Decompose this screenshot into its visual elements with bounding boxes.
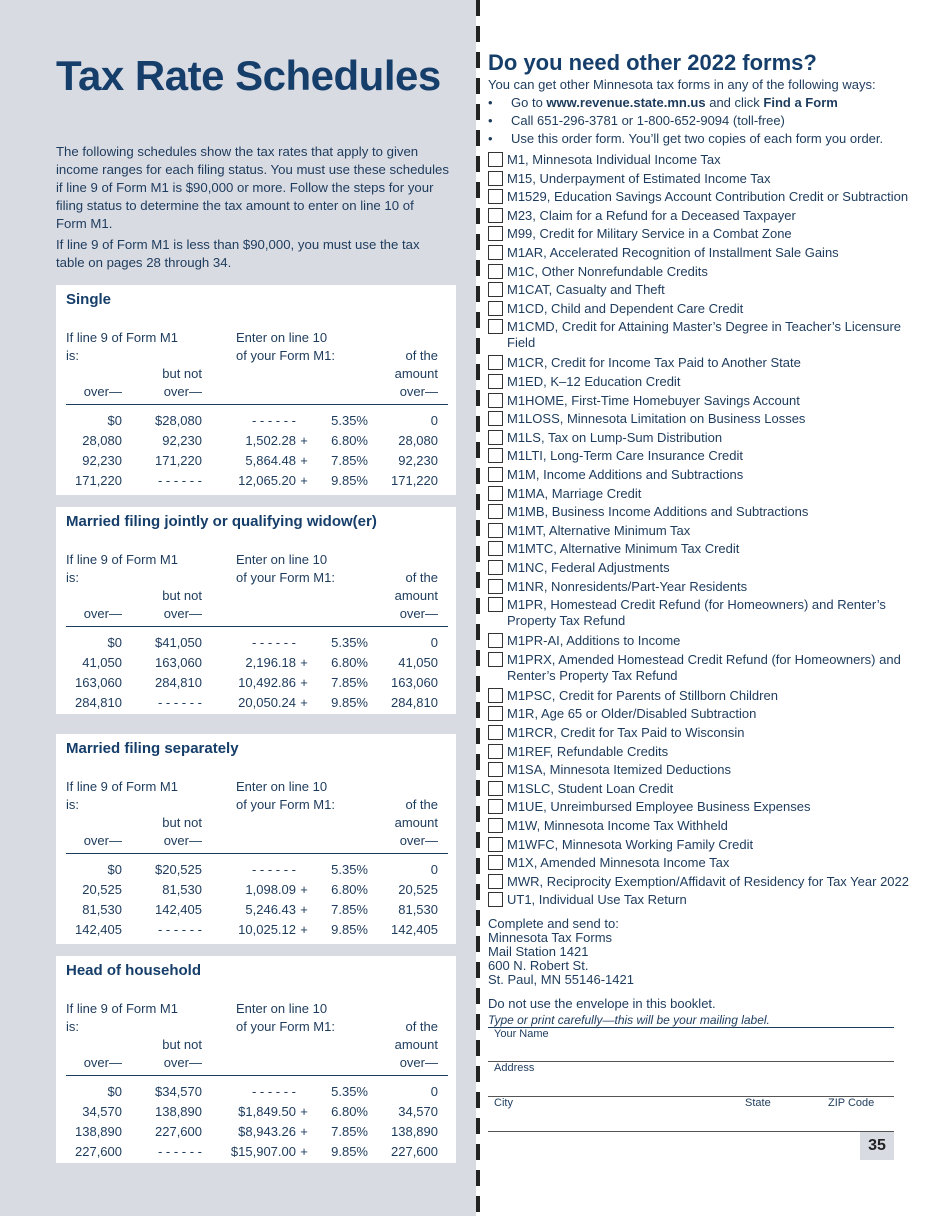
table-cell: +	[300, 1104, 308, 1119]
table-cell: 92,230	[162, 433, 202, 448]
form-label: M1W, Minnesota Income Tax Withheld	[507, 818, 728, 833]
table-cell: 41,050	[82, 655, 122, 670]
table-cell: 0	[430, 862, 438, 877]
address-line: Complete and send to:	[488, 916, 619, 931]
table-cell: 5,246.43	[245, 902, 296, 917]
form-checkbox[interactable]	[488, 355, 503, 370]
column-header: is:	[66, 797, 79, 812]
form-label: M1X, Amended Minnesota Income Tax	[507, 855, 730, 871]
table-cell: 5.35%	[331, 413, 368, 428]
column-header: over—	[83, 1055, 122, 1070]
form-checkbox[interactable]	[488, 226, 503, 241]
header-rule	[66, 626, 448, 627]
table-cell: - - - - - -	[251, 862, 296, 877]
table-cell: 28,080	[82, 433, 122, 448]
form-label: M1529, Education Savings Account Contribution Credit or Subtraction	[507, 189, 909, 205]
form-label: M1LS, Tax on Lump-Sum Distribution	[507, 429, 723, 445]
form-checkbox[interactable]	[488, 874, 503, 889]
form-label: M1CD, Child and Dependent Care Credit	[507, 300, 744, 316]
rule	[488, 1027, 894, 1028]
table-cell: $1,849.50	[238, 1104, 296, 1119]
table-cell: 227,600	[155, 1124, 202, 1139]
column-header: is:	[66, 1019, 79, 1034]
table-cell: - - - - - -	[157, 922, 202, 937]
bullet-dot: •	[488, 131, 493, 146]
form-label: M1REF, Refundable Credits	[507, 743, 669, 759]
column-header: of the	[405, 1019, 438, 1034]
address-line: Minnesota Tax Forms	[488, 930, 613, 945]
table-cell: 7.85%	[331, 675, 368, 690]
column-header: If line 9 of Form M1	[66, 552, 178, 567]
table-cell: +	[300, 655, 308, 670]
form-checkbox[interactable]	[488, 523, 503, 538]
column-header: Enter on line 10	[236, 779, 328, 794]
table-cell: 20,525	[398, 882, 438, 897]
table-cell: 5,864.48	[245, 453, 296, 468]
table-cell: +	[300, 902, 308, 917]
table-cell: 12,065.20	[238, 473, 296, 488]
column-header: of your Form M1:	[236, 348, 335, 363]
form-checkbox[interactable]	[488, 430, 503, 445]
table-cell: 7.85%	[331, 1124, 368, 1139]
form-checkbox[interactable]	[488, 152, 503, 167]
form-label: M1LTI, Long-Term Care Insurance Credit	[507, 448, 744, 464]
table-cell: 142,405	[75, 922, 122, 937]
form-label: M1M, Income Additions and Subtractions	[507, 467, 744, 482]
address-line: St. Paul, MN 55146-1421	[488, 972, 634, 987]
column-header: over—	[399, 1055, 438, 1070]
table-cell: +	[300, 433, 308, 448]
form-checkbox[interactable]	[488, 762, 503, 777]
form-label: M1NR, Nonresidents/Part-Year Residents	[507, 578, 748, 594]
table-cell: $41,050	[155, 635, 202, 650]
table-cell: 20,525	[82, 882, 122, 897]
column-header: is:	[66, 348, 79, 363]
table-cell: 138,890	[391, 1124, 438, 1139]
table-cell: $34,570	[155, 1084, 202, 1099]
table-cell: +	[300, 1144, 308, 1159]
column-header: but not	[162, 588, 202, 603]
bullet-dot: •	[488, 113, 493, 128]
schedule-title: Married filing jointly or qualifying widow(er)	[66, 513, 377, 530]
table-cell: 6.80%	[331, 1104, 368, 1119]
form-label: M1ED, K–12 Education Credit	[507, 374, 681, 389]
schedule-title: Head of household	[66, 962, 201, 979]
column-header: amount	[394, 588, 438, 603]
intro-line: filing status to determine the tax amount to enter on line 10 of	[56, 198, 414, 213]
intro-line: If line 9 of Form M1 is less than $90,000, you must use the tax	[56, 237, 420, 252]
column-header: of your Form M1:	[236, 570, 335, 585]
column-header: of the	[405, 348, 438, 363]
city-state-zip-field[interactable]	[488, 1131, 894, 1132]
table-cell: 81,530	[398, 902, 438, 917]
table-cell: 163,060	[155, 655, 202, 670]
form-label: M1PR, Homestead Credit Refund (for Homeowners) and Renter’s Property Tax Refund	[507, 597, 886, 629]
table-cell: 10,492.86	[238, 675, 296, 690]
table-cell: 28,080	[398, 433, 438, 448]
table-cell: 81,530	[82, 902, 122, 917]
table-cell: 6.80%	[331, 655, 368, 670]
schedule-box	[56, 285, 456, 495]
table-cell: 284,810	[391, 695, 438, 710]
form-label: M1SA, Minnesota Itemized Deductions	[507, 762, 731, 778]
column-header: Enter on line 10	[236, 1001, 328, 1016]
column-header: but not	[162, 366, 202, 381]
column-header: over—	[83, 606, 122, 621]
table-cell: 34,570	[82, 1104, 122, 1119]
form-label: M1PSC, Credit for Parents of Stillborn Children	[507, 687, 778, 703]
form-checkbox[interactable]	[488, 411, 503, 426]
table-cell: 0	[430, 635, 438, 650]
page-title: Tax Rate Schedules	[56, 52, 441, 99]
table-cell: 5.35%	[331, 862, 368, 877]
form-label: M1CMD, Credit for Attaining Master’s Degree in Teacher’s Licensure Field	[507, 319, 902, 351]
table-cell: 138,890	[155, 1104, 202, 1119]
table-cell: +	[300, 473, 308, 488]
form-checkbox[interactable]	[488, 467, 503, 482]
form-checkbox[interactable]	[488, 706, 503, 721]
column-header: over—	[399, 606, 438, 621]
form-label: M1SLC, Student Loan Credit	[507, 780, 674, 796]
table-cell: $15,907.00	[230, 1144, 296, 1159]
form-label: M1PR-AI, Additions to Income	[507, 633, 681, 649]
column-header: amount	[394, 366, 438, 381]
form-checkbox[interactable]	[488, 208, 503, 223]
table-cell: 6.80%	[331, 433, 368, 448]
table-cell: $20,525	[155, 862, 202, 877]
schedule-title: Single	[66, 291, 112, 308]
table-cell: 142,405	[155, 902, 202, 917]
table-cell: 41,050	[398, 655, 438, 670]
intro-line: if line 9 of Form M1 is $90,000 or more. Follow the steps for your	[56, 180, 434, 195]
table-cell: 227,600	[391, 1144, 438, 1159]
state-label: State	[745, 1097, 771, 1109]
form-checkbox[interactable]	[488, 541, 503, 556]
table-cell: 284,810	[155, 675, 202, 690]
city-label: City	[494, 1097, 513, 1109]
forms-subtitle: You can get other Minnesota tax forms in any of the following ways:	[488, 77, 876, 92]
table-cell: 9.85%	[331, 922, 368, 937]
your-name-label: Your Name	[494, 1028, 549, 1040]
form-checkbox[interactable]	[488, 725, 503, 740]
column-header: of your Form M1:	[236, 1019, 335, 1034]
table-cell: 6.80%	[331, 882, 368, 897]
form-checkbox[interactable]	[488, 189, 503, 204]
address-label: Address	[494, 1062, 535, 1074]
table-cell: 5.35%	[331, 1084, 368, 1099]
table-cell: 34,570	[398, 1104, 438, 1119]
form-label: M1RCR, Credit for Tax Paid to Wisconsin	[507, 725, 745, 740]
column-header: If line 9 of Form M1	[66, 330, 178, 345]
table-cell: - - - - - -	[157, 1144, 202, 1159]
intro-line: table on pages 28 through 34.	[56, 255, 232, 270]
schedule-box	[56, 734, 456, 944]
column-header: over—	[163, 384, 202, 399]
form-checkbox[interactable]	[488, 301, 503, 316]
label-instruction: Type or print carefully—this will be your mailing label.	[488, 1013, 770, 1027]
column-header: over—	[83, 384, 122, 399]
table-cell: $0	[107, 1084, 122, 1099]
mailing-address	[488, 917, 634, 987]
intro-line: The following schedules show the tax rates that apply to given	[56, 144, 419, 159]
column-header: over—	[163, 606, 202, 621]
column-header: If line 9 of Form M1	[66, 779, 178, 794]
form-checkbox[interactable]	[488, 264, 503, 279]
schedule-title: Married filing separately	[66, 740, 239, 757]
table-cell: $0	[107, 862, 122, 877]
header-rule	[66, 1075, 448, 1076]
form-label: UT1, Individual Use Tax Return	[507, 892, 687, 908]
form-label: M23, Claim for a Refund for a Deceased Taxpayer	[507, 207, 796, 223]
intro-line: Form M1.	[56, 216, 113, 231]
form-checkbox[interactable]	[488, 781, 503, 796]
table-cell: 1,502.28	[245, 433, 296, 448]
form-checkbox[interactable]	[488, 597, 503, 612]
form-label: M1WFC, Minnesota Working Family Credit	[507, 836, 754, 852]
column-header: over—	[399, 384, 438, 399]
column-header: over—	[399, 833, 438, 848]
table-cell: $28,080	[155, 413, 202, 428]
form-checkbox[interactable]	[488, 245, 503, 260]
form-label: M1MA, Marriage Credit	[507, 485, 642, 501]
form-checkbox[interactable]	[488, 374, 503, 389]
bullet-text: Call 651-296-3781 or 1-800-652-9094 (toll-free)	[511, 113, 785, 128]
address-line: Mail Station 1421	[488, 944, 589, 959]
table-cell: 7.85%	[331, 902, 368, 917]
address-line: 600 N. Robert St.	[488, 958, 589, 973]
envelope-note: Do not use the envelope in this booklet.	[488, 996, 716, 1011]
table-cell: 0	[430, 413, 438, 428]
form-label: M1UE, Unreimbursed Employee Business Expenses	[507, 799, 811, 815]
cut-line-divider	[476, 0, 480, 1216]
table-cell: 5.35%	[331, 635, 368, 650]
form-checkbox[interactable]	[488, 855, 503, 870]
form-checkbox[interactable]	[488, 560, 503, 575]
column-header: of your Form M1:	[236, 797, 335, 812]
form-label: M1MB, Business Income Additions and Subtractions	[507, 504, 809, 520]
table-cell: 171,220	[75, 473, 122, 488]
form-label: MWR, Reciprocity Exemption/Affidavit of Residency for Tax Year 2022	[507, 873, 909, 889]
form-checkbox[interactable]	[488, 837, 503, 852]
table-cell: +	[300, 922, 308, 937]
column-header: of the	[405, 797, 438, 812]
form-checkbox[interactable]	[488, 799, 503, 814]
form-checkbox[interactable]	[488, 633, 503, 648]
form-label: M1LOSS, Minnesota Limitation on Business Losses	[507, 411, 806, 427]
table-cell: 10,025.12	[238, 922, 296, 937]
form-label: M1CR, Credit for Income Tax Paid to Another State	[507, 355, 801, 371]
table-cell: 0	[430, 1084, 438, 1099]
form-label: M99, Credit for Military Service in a Combat Zone	[507, 226, 792, 242]
form-label: M1MTC, Alternative Minimum Tax Credit	[507, 541, 740, 557]
table-cell: - - - - - -	[251, 413, 296, 428]
schedule-box	[56, 507, 456, 714]
table-cell: 20,050.24	[238, 695, 296, 710]
column-header: amount	[394, 815, 438, 830]
table-cell: 284,810	[75, 695, 122, 710]
table-cell: $0	[107, 413, 122, 428]
form-checkbox[interactable]	[488, 171, 503, 186]
table-cell: 81,530	[162, 882, 202, 897]
table-cell: 171,220	[155, 453, 202, 468]
form-label: M1, Minnesota Individual Income Tax	[507, 152, 721, 167]
table-cell: 163,060	[391, 675, 438, 690]
table-cell: $8,943.26	[238, 1124, 296, 1139]
table-cell: - - - - - -	[157, 473, 202, 488]
form-label: M1R, Age 65 or Older/Disabled Subtraction	[507, 706, 757, 722]
bullet-dot: •	[488, 95, 493, 110]
column-header: If line 9 of Form M1	[66, 1001, 178, 1016]
column-header: over—	[163, 1055, 202, 1070]
table-cell: 7.85%	[331, 453, 368, 468]
table-cell: - - - - - -	[251, 1084, 296, 1099]
table-cell: 227,600	[75, 1144, 122, 1159]
form-checkbox[interactable]	[488, 319, 503, 334]
table-cell: 9.85%	[331, 473, 368, 488]
form-label: M1CAT, Casualty and Theft	[507, 282, 665, 298]
form-checkbox[interactable]	[488, 744, 503, 759]
website-link[interactable]: www.revenue.state.mn.us	[546, 95, 706, 110]
table-cell: +	[300, 453, 308, 468]
intro-paragraph-1	[56, 143, 456, 233]
column-header: Enter on line 10	[236, 552, 328, 567]
form-checkbox[interactable]	[488, 688, 503, 703]
form-checkbox[interactable]	[488, 892, 503, 907]
intro-paragraph-2	[56, 236, 456, 272]
table-cell: - - - - - -	[157, 695, 202, 710]
form-label: M1NC, Federal Adjustments	[507, 560, 670, 575]
table-cell: 92,230	[82, 453, 122, 468]
table-cell: 171,220	[391, 473, 438, 488]
form-label: M1PRX, Amended Homestead Credit Refund (for Homeowners) and Renter’s Property Tax Refund	[507, 651, 901, 683]
column-header: but not	[162, 815, 202, 830]
table-cell: 1,098.09	[245, 882, 296, 897]
form-checkbox[interactable]	[488, 448, 503, 463]
intro-line: income ranges for each filing status. You must use these schedules	[56, 162, 449, 177]
schedule-box	[56, 956, 456, 1163]
bullet-text: Use this order form. You’ll get two copies of each form you order.	[511, 131, 884, 146]
your-name-field[interactable]	[488, 1061, 894, 1062]
find-a-form-link[interactable]: Find a Form	[763, 95, 838, 110]
column-header: Enter on line 10	[236, 330, 328, 345]
form-checkbox[interactable]	[488, 579, 503, 594]
table-cell: 9.85%	[331, 1144, 368, 1159]
form-checkbox[interactable]	[488, 652, 503, 667]
form-label: M1AR, Accelerated Recognition of Installment Sale Gains	[507, 245, 839, 260]
form-label: M15, Underpayment of Estimated Income Tax	[507, 170, 771, 186]
bullet-text: and click	[705, 95, 764, 110]
column-header: but not	[162, 1037, 202, 1052]
form-checkbox[interactable]	[488, 282, 503, 297]
table-cell: +	[300, 675, 308, 690]
table-cell: 92,230	[398, 453, 438, 468]
table-cell: +	[300, 1124, 308, 1139]
form-label: M1HOME, First-Time Homebuyer Savings Account	[507, 392, 800, 408]
page-number: 35	[860, 1132, 894, 1160]
column-header: of the	[405, 570, 438, 585]
form-checkbox[interactable]	[488, 818, 503, 833]
forms-title: Do you need other 2022 forms?	[488, 50, 817, 75]
form-label: M1MT, Alternative Minimum Tax	[507, 522, 691, 538]
table-cell: 9.85%	[331, 695, 368, 710]
column-header: amount	[394, 1037, 438, 1052]
column-header: is:	[66, 570, 79, 585]
zip-label: ZIP Code	[828, 1097, 875, 1109]
form-label: M1C, Other Nonrefundable Credits	[507, 263, 708, 279]
column-header: over—	[163, 833, 202, 848]
table-cell: +	[300, 695, 308, 710]
form-checkbox[interactable]	[488, 486, 503, 501]
table-cell: 142,405	[391, 922, 438, 937]
header-rule	[66, 404, 448, 405]
header-rule	[66, 853, 448, 854]
table-cell: 163,060	[75, 675, 122, 690]
form-checkbox[interactable]	[488, 504, 503, 519]
table-cell: 138,890	[75, 1124, 122, 1139]
table-cell: +	[300, 882, 308, 897]
table-cell: $0	[107, 635, 122, 650]
bullet-text: Go to	[511, 95, 547, 110]
column-header: over—	[83, 833, 122, 848]
table-cell: - - - - - -	[251, 635, 296, 650]
form-checkbox[interactable]	[488, 393, 503, 408]
table-cell: 2,196.18	[245, 655, 296, 670]
